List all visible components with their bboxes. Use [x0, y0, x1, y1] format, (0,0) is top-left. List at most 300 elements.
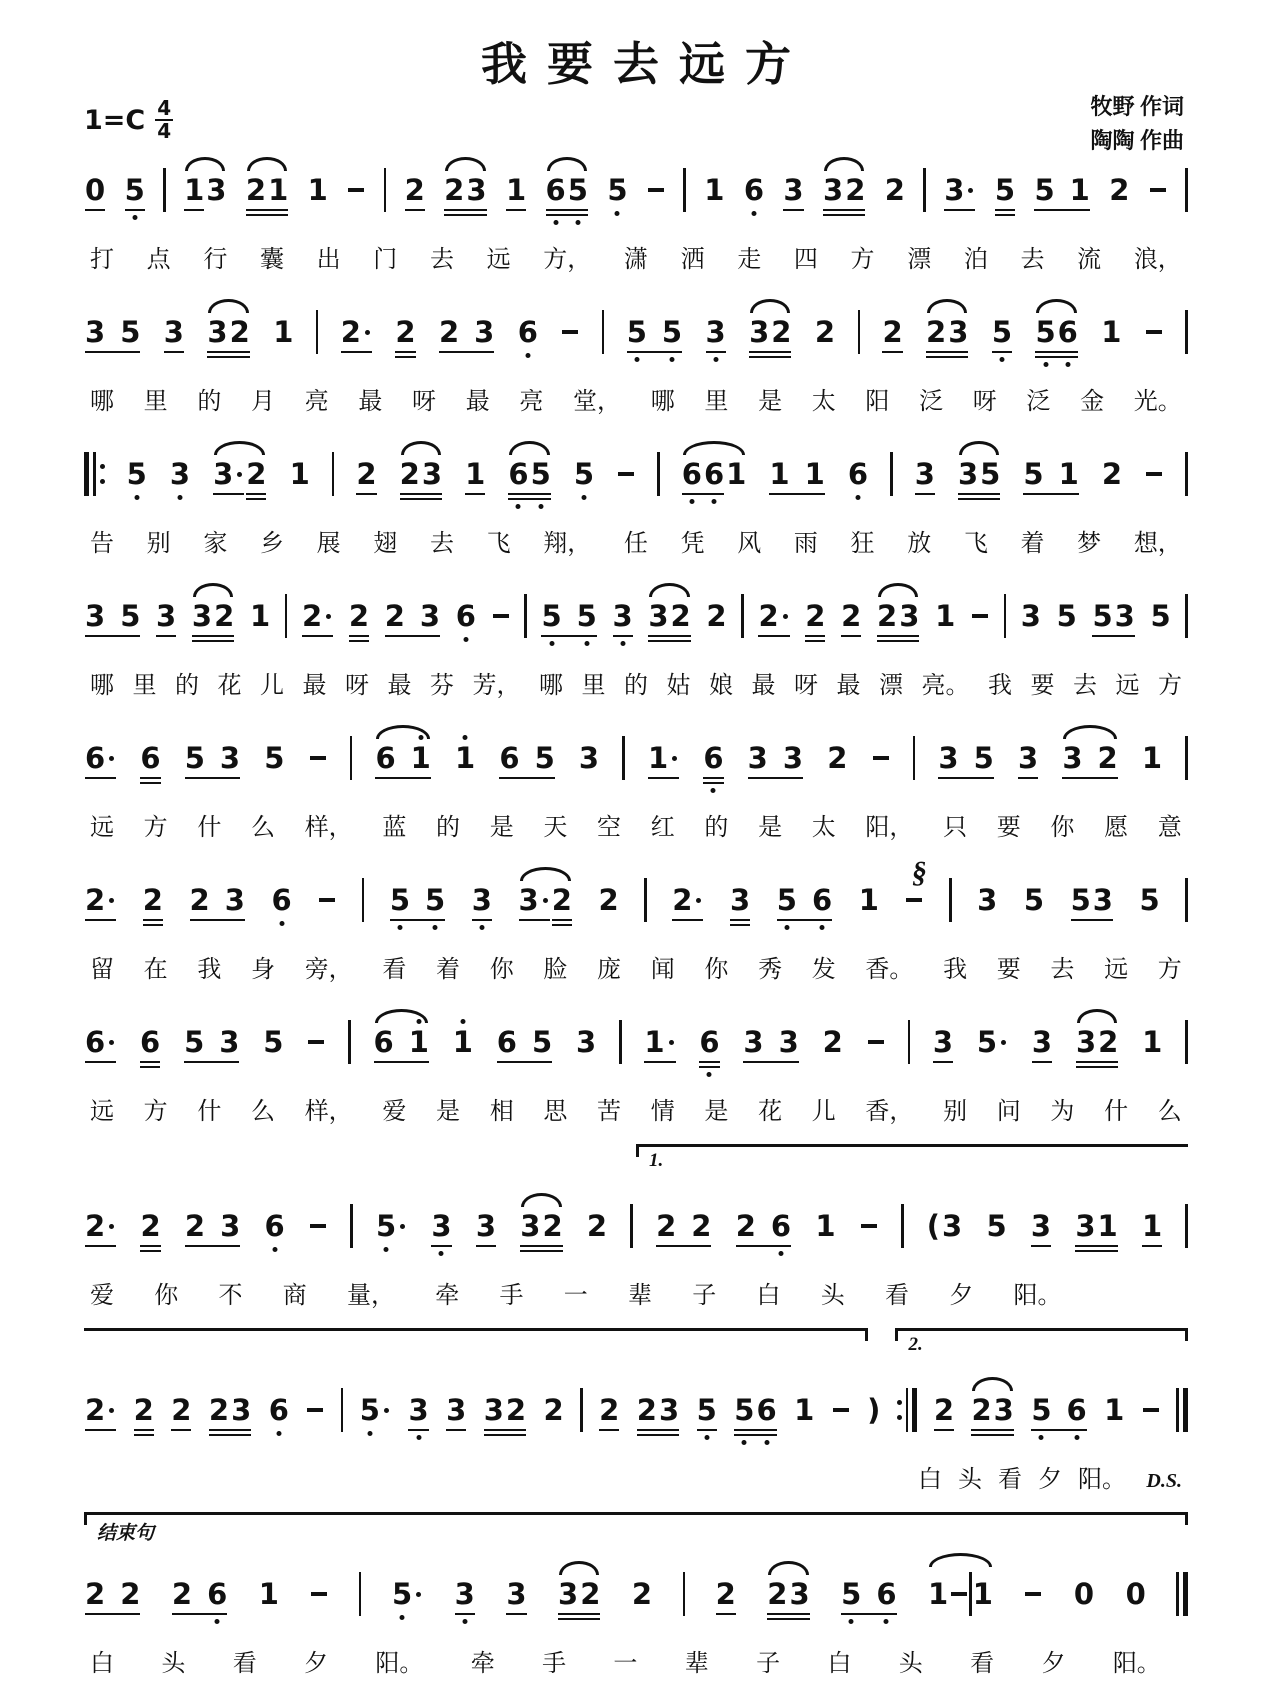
low-octave-dot	[784, 925, 789, 930]
lyric-syllable: 乡	[259, 531, 284, 557]
low-octave-dot	[463, 637, 468, 642]
note-digit: 2	[171, 1392, 192, 1427]
note-cell	[847, 456, 869, 491]
augmentation-dot	[326, 614, 331, 619]
note-cell	[575, 1024, 597, 1059]
lyric-syllable: 手	[542, 1651, 567, 1677]
note-digit: 1	[307, 172, 328, 207]
note-cell	[826, 740, 848, 775]
note-cell	[443, 172, 487, 207]
barline-thin	[1185, 594, 1188, 638]
lyric-syllable: 雨	[793, 531, 818, 557]
note-cell	[766, 1576, 810, 1611]
note-digit: 6	[140, 740, 161, 775]
note-digit: 5	[980, 456, 1001, 491]
lyric-syllable: 最	[302, 673, 327, 699]
note-digit: 3	[705, 318, 727, 347]
note-digit: 3	[213, 456, 234, 491]
lyric-syllable: 狂	[850, 531, 875, 557]
low-octave-dot	[1065, 362, 1070, 367]
slur-arc	[521, 1193, 561, 1207]
note-cell	[438, 314, 495, 349]
note-cell	[263, 740, 285, 775]
note-cell	[519, 1208, 563, 1243]
lyricist-credit: 牧野 作词	[1090, 94, 1184, 119]
lyric-syllable: 泛	[1026, 389, 1051, 415]
lyric-syllable: 太	[811, 389, 836, 415]
note-digit: 2	[841, 598, 862, 633]
note-digit: 6	[811, 886, 833, 915]
low-octave-dot	[479, 925, 484, 930]
note-digit: 3	[446, 1392, 467, 1427]
low-octave-dot	[707, 1072, 712, 1077]
note-cell	[876, 598, 920, 633]
slur-group	[970, 1392, 1014, 1427]
note-digit: 1	[1141, 740, 1163, 775]
note-cell	[139, 1024, 161, 1059]
lyric-syllable: 辈	[684, 1651, 709, 1677]
note-digit: 5	[389, 886, 411, 915]
lyric-syllable: 旁，	[304, 957, 353, 983]
note-cell	[976, 1024, 1009, 1059]
lyric-syllable: 光。	[1133, 389, 1182, 415]
low-octave-dot	[439, 1251, 444, 1256]
low-octave-dot	[778, 1251, 783, 1256]
note-digit: 2	[771, 314, 792, 349]
barline	[949, 878, 952, 922]
lyric-syllable: 阳，	[865, 815, 914, 841]
barline-thin	[1185, 1020, 1188, 1064]
slur-arc	[208, 299, 248, 313]
note-cell	[133, 1392, 155, 1427]
barline-thin	[1185, 310, 1188, 354]
note-cell	[84, 1208, 117, 1243]
system-line	[84, 1138, 1188, 1310]
key-label: 1=C	[84, 104, 146, 136]
lyric-syllable: 呀	[412, 389, 437, 415]
slur-arc	[1036, 299, 1076, 313]
note-cell	[804, 598, 826, 633]
lyrics-row	[90, 239, 1182, 274]
note-digit: 3	[85, 314, 106, 349]
lyric-syllable: 点	[146, 247, 171, 273]
note-cell	[475, 1208, 497, 1243]
lyric-syllable: 打	[90, 247, 114, 273]
slur-group	[822, 172, 866, 207]
note-digit: 3	[85, 598, 106, 633]
low-octave-dot	[615, 211, 620, 216]
barline-thin	[622, 736, 625, 780]
note-cell	[208, 1392, 252, 1427]
note-digit: 2	[142, 882, 163, 917]
augmentation-dot	[672, 756, 677, 761]
note-digit: 1	[1058, 456, 1079, 491]
lyric-syllable: 最	[751, 673, 776, 699]
lyric-syllable: 漂	[907, 247, 932, 273]
note-cell	[560, 330, 580, 334]
note-digit: 5	[531, 1024, 553, 1059]
low-octave-dot	[999, 357, 1004, 362]
lyric-syllable: 去	[429, 531, 454, 557]
slur-arc	[878, 583, 918, 597]
lyric-syllable: 看	[970, 1651, 995, 1677]
augmentation-dot	[109, 1040, 114, 1045]
lyric-syllable: 我	[197, 957, 222, 983]
dash-note	[310, 1224, 326, 1228]
note-cell	[742, 1024, 799, 1059]
note-digit: 1	[1069, 172, 1090, 207]
score-body	[0, 144, 1272, 1678]
note-cell	[1020, 598, 1042, 633]
note-digit: 6	[268, 1396, 290, 1425]
note-digit: 5	[626, 318, 648, 347]
note-row	[84, 286, 1188, 381]
lyric-syllable: 阳。	[1013, 1283, 1062, 1309]
note-cell	[84, 1576, 141, 1611]
note-digit: 3	[612, 602, 634, 631]
lyric-syllable: 金	[1080, 389, 1105, 415]
ds-marker: D.S.	[1146, 1470, 1182, 1492]
note-cell	[84, 314, 141, 349]
slur-group	[545, 172, 589, 207]
note-cell	[573, 456, 595, 491]
note-digit: 2	[758, 598, 779, 633]
note-digit: 5	[375, 1212, 397, 1241]
barline-thin	[332, 452, 335, 496]
note-digit: 2	[884, 172, 905, 207]
low-octave-dot	[712, 499, 717, 504]
note-digit: 3	[1092, 882, 1113, 917]
note-cell	[578, 740, 600, 775]
augmentation-dot	[1001, 1040, 1006, 1045]
note-digit: 3	[938, 740, 959, 775]
note-cell	[881, 314, 903, 349]
augmentation-dot	[109, 1408, 114, 1413]
lyric-syllable: 最	[465, 389, 490, 415]
lyric-syllable: 走	[737, 247, 762, 273]
dash-note	[1025, 1592, 1041, 1596]
augmentation-dot	[669, 1040, 674, 1045]
note-digit: 3	[993, 1392, 1014, 1427]
barline-thin	[1185, 1204, 1188, 1248]
barline-thin	[316, 310, 319, 354]
note-digit: 5	[530, 460, 552, 489]
note-cell	[866, 1040, 886, 1044]
note-digit: 6	[206, 1580, 228, 1609]
note-digit: 5	[986, 1208, 1007, 1243]
note-cell	[1075, 1024, 1119, 1059]
low-octave-dot	[549, 641, 554, 646]
note-cell	[831, 1408, 851, 1412]
barline-thin	[949, 878, 952, 922]
note-digit: 6	[373, 1024, 394, 1059]
barline-thin	[901, 1204, 904, 1248]
lyric-syllable: 想，	[1133, 531, 1182, 557]
note-cell	[1022, 456, 1079, 491]
note-cell	[782, 172, 804, 207]
note-row	[84, 428, 1188, 523]
note-cell	[373, 1024, 430, 1059]
note-digit: )	[867, 1392, 881, 1427]
lyric-syllable: 要	[996, 815, 1021, 841]
note-cell	[1074, 1208, 1118, 1243]
barline	[350, 1204, 353, 1248]
lyric-syllable: 脸	[543, 957, 568, 983]
note-digit: 2	[505, 1392, 527, 1427]
lyrics-row	[90, 381, 1182, 416]
slur-arc	[1063, 725, 1116, 739]
note-cell	[747, 740, 804, 775]
ending-section-bracket	[84, 1512, 1188, 1544]
note-digit: 1	[769, 456, 790, 491]
augmentation-dot	[109, 756, 114, 761]
slur-arc	[247, 157, 287, 171]
lyric-syllable: 凭	[680, 531, 705, 557]
lyric-syllable: 要	[996, 957, 1021, 983]
lyric-syllable: 红	[650, 815, 675, 841]
note-cell	[748, 314, 792, 349]
note-digit: 3	[783, 172, 804, 207]
lyric-syllable: 泊	[963, 247, 988, 273]
note-digit: 6	[875, 1580, 897, 1609]
slur-group	[507, 456, 551, 491]
lyric-syllable: 为	[1050, 1099, 1075, 1125]
barline-thin	[683, 168, 686, 212]
note-cell	[272, 314, 294, 349]
note-cell	[391, 1576, 424, 1611]
slur-group	[373, 1024, 430, 1059]
note-cell	[139, 740, 161, 775]
note-digit: 3	[932, 1024, 954, 1059]
note-digit: 3	[743, 1024, 764, 1059]
barline-thin	[657, 452, 660, 496]
lyric-syllable: 香。	[865, 957, 914, 983]
note-cell	[1017, 740, 1039, 775]
note-digit: 3	[1031, 1024, 1053, 1059]
note-digit: 3	[648, 598, 669, 633]
lyric-syllable: 芬	[430, 673, 454, 699]
note-row	[84, 712, 1188, 807]
note-cell	[139, 1208, 161, 1243]
lyric-syllable: 囊	[259, 247, 284, 273]
low-octave-dot	[433, 925, 438, 930]
note-cell	[925, 314, 969, 349]
lyric-syllable: 姑	[666, 673, 691, 699]
note-digit: 1	[804, 456, 825, 491]
high-octave-dot	[416, 1019, 421, 1024]
slur-group	[399, 456, 443, 491]
note-cell	[483, 1392, 527, 1427]
note-digit: 2	[845, 172, 866, 207]
lyric-syllable: 远	[90, 815, 114, 841]
barline	[1185, 1020, 1188, 1064]
note-cell	[163, 314, 185, 349]
barline-thin	[350, 736, 353, 780]
barline-thin	[348, 1020, 351, 1064]
lyric-syllable: 潇	[623, 247, 648, 273]
slur-group	[557, 1576, 601, 1611]
barline	[580, 1388, 583, 1432]
note-digit: 3	[948, 314, 969, 349]
barline	[619, 1020, 622, 1064]
lyric-syllable: 飞	[486, 531, 511, 557]
repeat-dot	[897, 1415, 902, 1420]
slur-group	[766, 1576, 810, 1611]
note-digit: 5	[776, 886, 798, 915]
note-digit: 1	[647, 740, 669, 775]
slur-arc	[559, 1561, 599, 1575]
low-octave-dot	[884, 1619, 889, 1624]
slur-group	[647, 598, 691, 633]
note-cell	[317, 898, 337, 902]
note-digit: 2	[1098, 1024, 1119, 1059]
final-barline	[1176, 1572, 1188, 1616]
barline	[1185, 168, 1188, 212]
note-digit: 5	[1139, 882, 1160, 917]
note-cell	[1103, 1392, 1125, 1427]
lyric-syllable: 子	[692, 1283, 717, 1309]
slur-arc	[750, 299, 790, 313]
lyric-syllable: 远	[486, 247, 511, 273]
note-cell	[1144, 330, 1164, 334]
barline	[908, 1020, 911, 1064]
lyric-syllable: 商	[282, 1283, 307, 1309]
dash-note	[1146, 472, 1162, 476]
note-cell	[1144, 472, 1164, 476]
note-cell	[646, 188, 666, 192]
barline-thin	[890, 452, 893, 496]
note-digit: 1	[1104, 1392, 1125, 1427]
dash-note	[562, 330, 578, 334]
note-digit: 3	[419, 598, 441, 633]
low-octave-dot	[849, 1619, 854, 1624]
dash-note	[310, 756, 326, 760]
dash-note	[951, 1592, 967, 1596]
note-digit: 3	[169, 460, 191, 489]
note-cell	[171, 1576, 228, 1611]
note-cell	[270, 882, 292, 917]
note-digit: 3	[942, 1208, 963, 1243]
low-octave-dot	[575, 220, 580, 225]
barline-thin	[858, 310, 861, 354]
lyric-syllable: 么	[251, 1099, 276, 1125]
lyric-syllable: 最	[387, 673, 412, 699]
dash-note	[833, 1408, 849, 1412]
note-cell	[212, 456, 245, 491]
low-octave-dot	[177, 495, 182, 500]
lyric-syllable: 愿	[1104, 815, 1129, 841]
note-cell	[715, 1576, 737, 1611]
slur-arc	[193, 583, 233, 597]
note-digit: 6	[545, 176, 567, 205]
ending-label: 结束句	[97, 1523, 155, 1544]
note-digit: 3	[558, 1576, 579, 1611]
note-cell	[399, 456, 443, 491]
slur-arc	[824, 157, 864, 171]
note-cell	[346, 188, 366, 192]
lyric-syllable: 四	[793, 247, 818, 273]
note-cell	[822, 172, 866, 207]
note-digit: 2	[120, 1576, 141, 1611]
note-cell	[976, 882, 998, 917]
note-digit: 2	[356, 456, 377, 491]
note-cell	[768, 456, 825, 491]
low-octave-dot	[132, 215, 137, 220]
note-row	[84, 1180, 1188, 1275]
lyric-syllable: 别	[943, 1099, 968, 1125]
note-digit: 3	[1030, 1208, 1052, 1243]
low-octave-dot	[620, 641, 625, 646]
low-octave-dot	[855, 495, 860, 500]
note-digit: 1	[1142, 1024, 1163, 1059]
lyric-syllable: 一	[563, 1283, 588, 1309]
note-digit: 2	[229, 314, 250, 349]
note-digit: 5	[991, 318, 1013, 347]
lyric-syllable: 飞	[963, 531, 988, 557]
lyrics-row	[90, 949, 1182, 984]
note-digit: 6	[140, 1024, 161, 1059]
note-digit: 1	[408, 1028, 430, 1057]
lyric-syllable: 思	[543, 1099, 568, 1125]
note-cell	[507, 456, 551, 491]
lyric-syllable: 样，	[304, 1099, 353, 1125]
note-cell	[937, 740, 994, 775]
lyric-syllable: 秀	[758, 957, 783, 983]
note-digit: 3	[475, 1208, 496, 1243]
barline-thin	[683, 1572, 686, 1616]
note-cell	[301, 598, 334, 633]
lyric-syllable: 空	[597, 815, 622, 841]
low-octave-dot	[704, 1435, 709, 1440]
note-digit: 1	[505, 172, 527, 207]
lyrics-row	[90, 807, 1182, 842]
slur-group	[191, 598, 235, 633]
lyric-syllable: 芳，	[472, 673, 521, 699]
lyric-syllable: 夕	[949, 1283, 974, 1309]
note-digit: 3	[466, 172, 487, 207]
barline-thick	[1183, 1388, 1188, 1432]
slur-arc	[649, 583, 689, 597]
lyric-syllable: 头	[161, 1651, 186, 1677]
lyric-syllable: 情	[650, 1099, 675, 1125]
note-cell	[949, 1592, 969, 1596]
note-cell	[1030, 1208, 1052, 1243]
barline-thin	[350, 1204, 353, 1248]
lyric-syllable: 出	[316, 247, 341, 273]
slur-group	[1061, 740, 1118, 775]
note-cell	[126, 456, 148, 491]
lyric-syllable: 方	[143, 815, 168, 841]
note-cell	[517, 314, 539, 349]
note-cell	[404, 172, 426, 207]
volta-bracket	[895, 1328, 1188, 1355]
note-cell	[84, 598, 141, 633]
barline-thin	[580, 1388, 583, 1432]
lyric-syllable: 儿	[811, 1099, 836, 1125]
note-digit: 6	[702, 744, 724, 773]
note-cell	[491, 614, 511, 618]
low-octave-dot	[634, 357, 639, 362]
note-cell	[454, 1576, 476, 1611]
barline	[890, 452, 893, 496]
meter-denominator: 4	[157, 119, 172, 143]
note-digit: 2	[1101, 456, 1123, 491]
note-digit: 5	[994, 172, 1016, 207]
note-cell	[374, 740, 431, 775]
system-line	[84, 996, 1188, 1126]
note-cell	[1034, 314, 1078, 349]
low-octave-dot	[397, 925, 402, 930]
